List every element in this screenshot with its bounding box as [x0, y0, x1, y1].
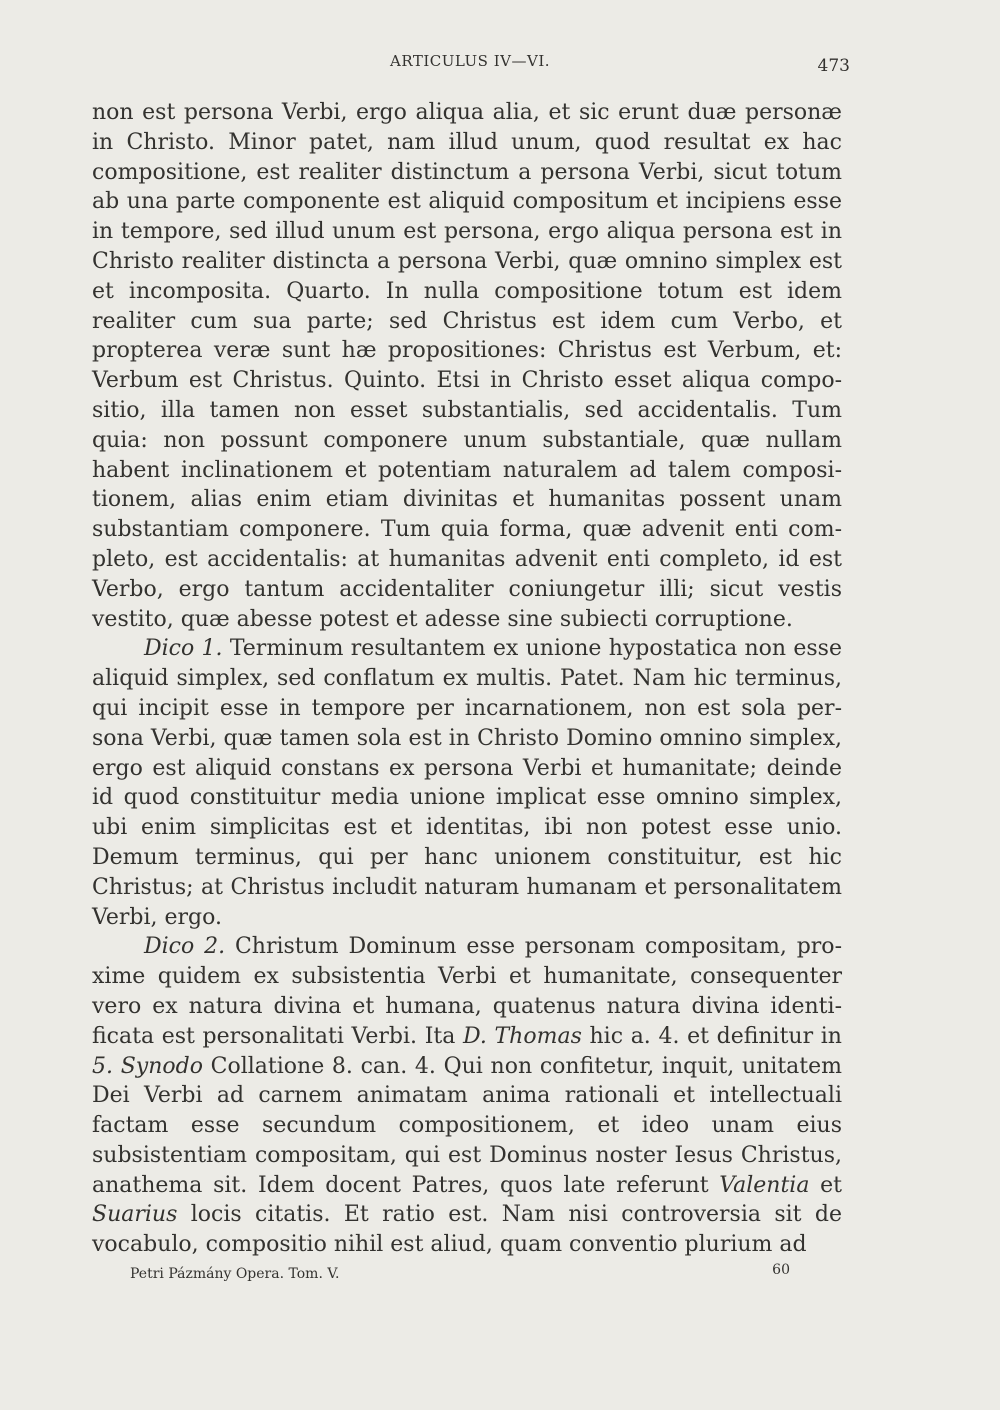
page-number: 473: [817, 56, 850, 76]
reference-thomas: D. Thomas: [463, 1023, 582, 1049]
reference-valentia: Valentia: [719, 1172, 810, 1198]
reference-synodo: 5. Synodo: [92, 1053, 203, 1079]
paragraph-3-text-e: locis citatis. Et ratio est. Nam nisi controversia sit de vocabulo, compositio nihil est aliud, quam conventio plurium ad: [92, 1202, 842, 1258]
signature-mark: 60: [772, 1262, 790, 1278]
paragraph-3: [92, 932, 842, 1260]
body-text: [92, 98, 842, 1260]
paragraph-3-text-c: Collatione 8. can. 4. Qui non confitetur, inquit, unitatem Dei Verbi ad carnem animatam anima rationali et intellectuali factam esse secundum compositionem, et ideo unam eius subsistentiam compositam, qui est Dominus noster Iesus Christus, anathema sit. Idem docent Patres, quos late referunt: [92, 1053, 842, 1198]
running-title: ARTICULUS IV—VI.: [389, 52, 551, 70]
paragraph-3-text-d: et: [809, 1172, 842, 1198]
footer-source: Petri Pázmány Opera. Tom. V.: [130, 1266, 340, 1282]
page-footer: [130, 1262, 790, 1292]
reference-suarius: Suarius: [92, 1202, 178, 1228]
running-head: [90, 50, 850, 80]
paragraph-2-text: Terminum resultantem ex unione hypostatica non esse aliquid simplex, sed conflatum ex multis. Patet. Nam hic terminus, qui incipit esse in tempore per incarnationem, non est sola persona Verbi, quæ tamen sola est in Christo Domino omnino simplex, ergo est aliquid constans ex persona Verbi et humanitate; deinde id quod constituitur media unione implicat esse omnino simplex, ubi enim simplicitas est et identitas, ibi non potest esse unio. Demum terminus, qui per hanc unionem constituitur, est hic Christus; at Christus includit naturam humanam et personalitatem Verbi, ergo.: [92, 636, 842, 930]
paragraph-2: [92, 634, 842, 932]
dico-1-lead: Dico 1.: [144, 636, 223, 662]
paragraph-3-text-a: Christum Dominum esse personam compositam, proxime quidem ex subsistentia Verbi et humanitate, consequenter vero ex natura divina et humana, quatenus natura divina identificata est personalitati Verbi. Ita: [92, 934, 842, 1049]
dico-2-lead: Dico 2.: [144, 934, 226, 960]
paragraph-1: non est persona Verbi, ergo aliqua alia, et sic erunt duæ personæ in Christo. Minor patet, nam illud unum, quod resultat ex hac compositione, est realiter distinctum a persona Verbi, sicut totum ab una parte componente est aliquid compositum et incipiens esse in tempore, sed illud unum est persona, ergo aliqua persona est in Christo realiter distincta a persona Verbi, quæ omnino simplex est et incomposita. Quarto. In nulla compositione totum est idem realiter cum sua parte; sed Christus est idem cum Verbo, et propterea veræ sunt hæ propositiones: Christus est Verbum, et: Verbum est Christus. Quinto. Etsi in Christo esset aliqua compositio, illa tamen non esset substantialis, sed accidentalis. Tum quia: non possunt componere unum substantiale, quæ nullam habent inclinationem et potentiam naturalem ad talem compositionem, alias enim etiam divinitas et humanitas possent unam substantiam componere. Tum quia forma, quæ advenit enti completo, est accidentalis: at humanitas advenit enti completo, id est Verbo, ergo tantum accidentaliter coniungetur illi; sicut vestis vestito, quæ abesse potest et adesse sine subiecti corruptione.: [92, 100, 842, 632]
paragraph-3-text-b: hic a. 4. et definitur in: [581, 1023, 842, 1049]
